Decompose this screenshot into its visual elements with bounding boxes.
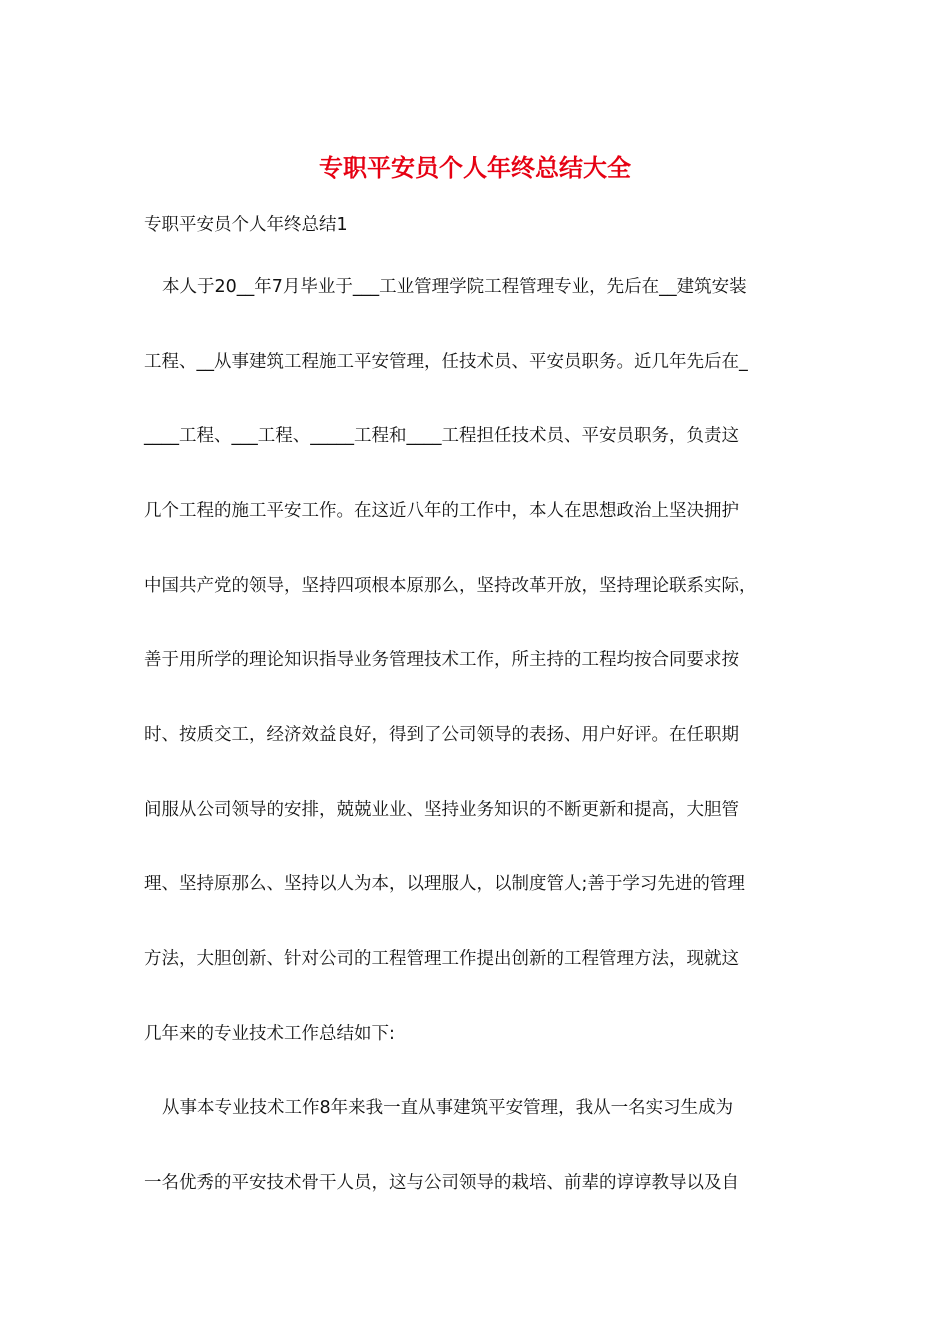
body-line: 几年来的专业技术工作总结如下: <box>144 1024 395 1044</box>
body-line: 中国共产党的领导，坚持四项根本原那么，坚持改革开放，坚持理论联系实际， <box>144 576 757 596</box>
body-line: 几个工程的施工平安工作。在这近八年的工作中，本人在思想政治上坚决拥护 <box>144 501 739 521</box>
body-line: 工程、__从事建筑工程施工平安管理，任技术员、平安员职务。近几年先后在_ <box>144 352 748 372</box>
body-line: 从事本专业技术工作8年来我一直从事建筑平安管理，我从一名实习生成为 <box>162 1098 734 1118</box>
body-line: 方法，大胆创新、针对公司的工程管理工作提出创新的工程管理方法，现就这 <box>144 949 739 969</box>
body-line: 善于用所学的理论知识指导业务管理技术工作，所主持的工程均按合同要求按 <box>144 650 739 670</box>
body-line: 理、坚持原那么、坚持以人为本，以理服人，以制度管人;善于学习先进的管理 <box>144 874 745 894</box>
body-line: ____工程、___工程、_____工程和____工程担任技术员、平安员职务，负责这 <box>144 426 739 446</box>
body-line: 间服从公司领导的安排，兢兢业业、坚持业务知识的不断更新和提高，大胆管 <box>144 800 739 820</box>
body-line: 时、按质交工，经济效益良好，得到了公司领导的表扬、用户好评。在任职期 <box>144 725 739 745</box>
body-line: 本人于20__年7月毕业于___工业管理学院工程管理专业，先后在__建筑安装 <box>162 277 747 297</box>
body-line: 一名优秀的平安技术骨干人员，这与公司领导的栽培、前辈的谆谆教导以及自 <box>144 1173 739 1193</box>
section-heading: 专职平安员个人年终总结1 <box>144 215 348 235</box>
document-title: 专职平安员个人年终总结大全 <box>319 153 631 182</box>
